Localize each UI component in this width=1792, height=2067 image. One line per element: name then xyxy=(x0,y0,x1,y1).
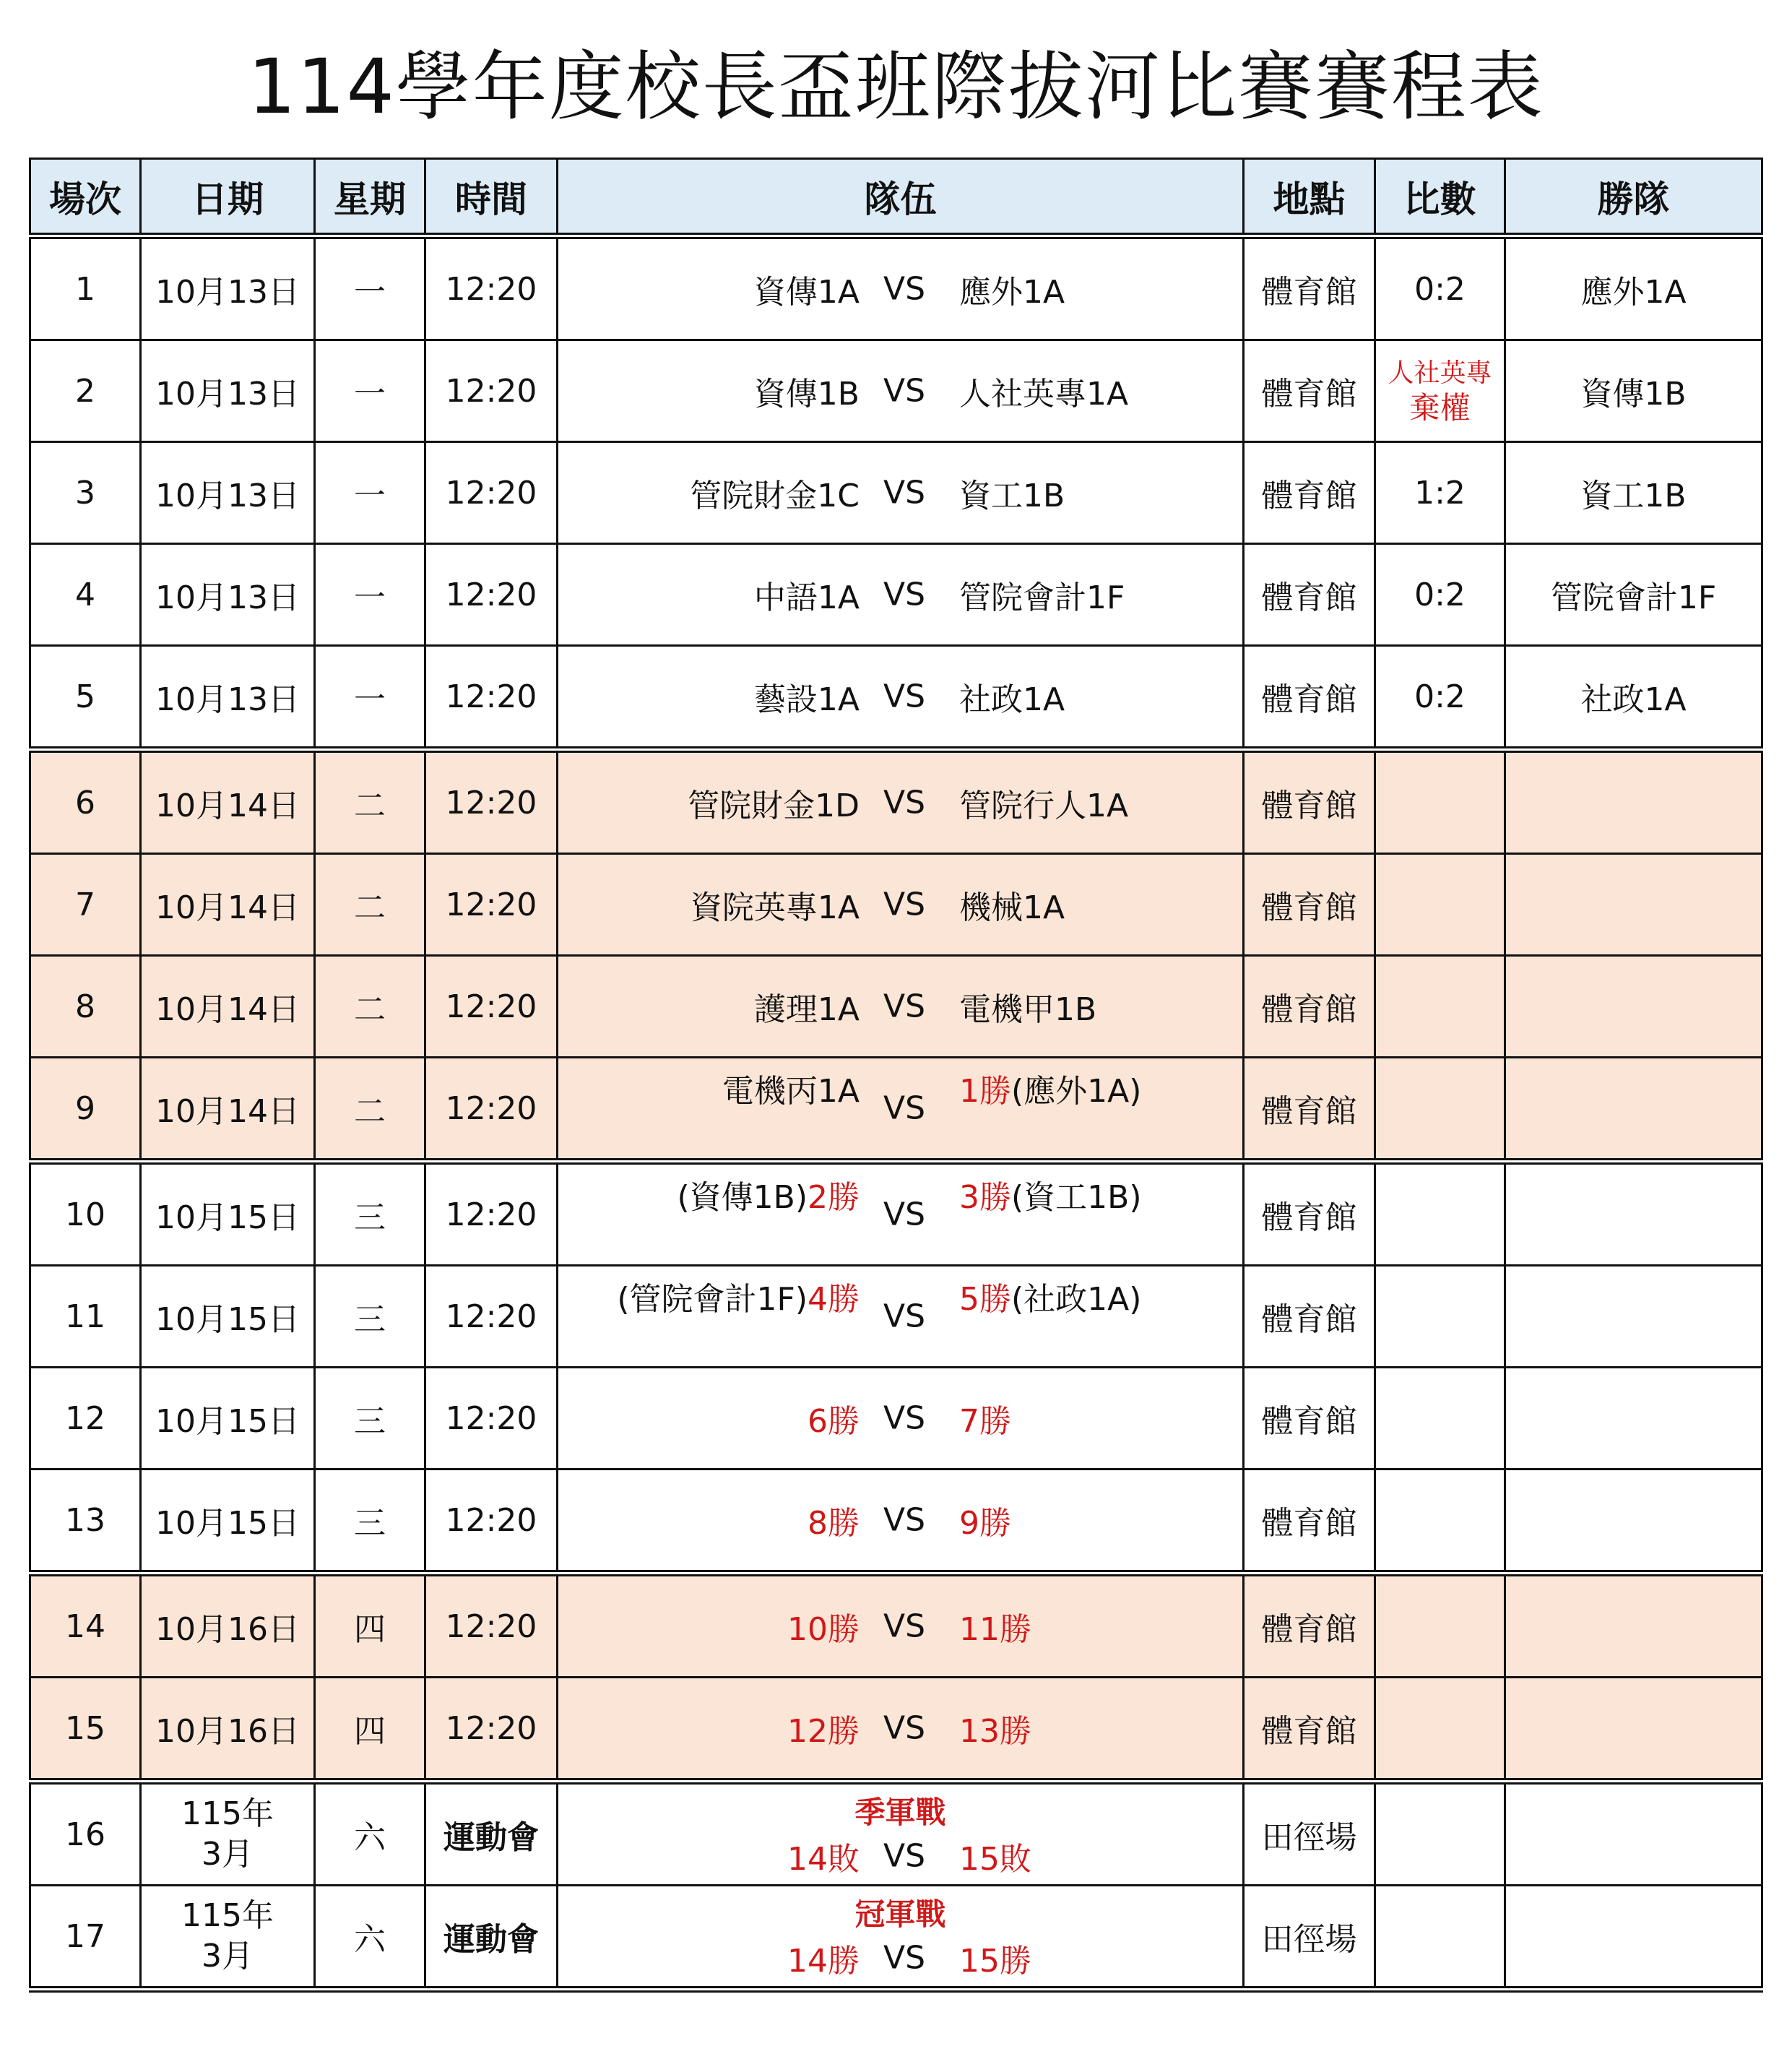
vs-label: VS xyxy=(883,1399,926,1437)
match-weekday: 一 xyxy=(315,236,425,340)
team-right-name: 管院會計1F xyxy=(959,579,1125,616)
team-right-name: 社政1A xyxy=(959,681,1065,718)
match-score xyxy=(1375,1266,1505,1368)
match-teams xyxy=(558,442,1244,544)
team-right xyxy=(959,983,1096,1030)
match-winner: 資傳1B xyxy=(1505,340,1762,442)
match-winner xyxy=(1505,1678,1762,1782)
team-left-name: (管院會計1F) xyxy=(617,1281,808,1319)
match-time: 運動會 xyxy=(425,1886,558,1990)
match-number: 14 xyxy=(30,1574,141,1678)
vs-label: VS xyxy=(883,784,926,821)
match-weekday: 六 xyxy=(315,1886,425,1990)
team-left-name: 護理1A xyxy=(753,991,860,1028)
teams-box xyxy=(558,341,1242,441)
table-row xyxy=(30,442,1762,544)
match-winner xyxy=(1505,956,1762,1058)
col-header-weekday: 星期 xyxy=(315,159,425,236)
team-left xyxy=(754,673,860,720)
table-row xyxy=(30,750,1762,854)
team-right xyxy=(959,1705,1031,1751)
col-header-winner: 勝隊 xyxy=(1505,159,1762,236)
match-time: 12:20 xyxy=(425,1470,558,1574)
match-score xyxy=(1375,750,1505,854)
team-right-name: (資工1B) xyxy=(1011,1179,1142,1217)
match-teams xyxy=(558,854,1244,956)
match-teams xyxy=(558,646,1244,750)
team-right xyxy=(959,1603,1031,1649)
teams-box xyxy=(558,239,1242,339)
match-venue: 體育館 xyxy=(1244,1266,1375,1368)
team-right-name: 應外1A xyxy=(959,274,1065,311)
match-number: 7 xyxy=(30,854,141,956)
team-left-seed: 2勝 xyxy=(808,1179,860,1217)
match-number: 15 xyxy=(30,1678,141,1782)
match-winner: 管院會計1F xyxy=(1505,544,1762,646)
teams-box xyxy=(558,1470,1242,1570)
match-time: 12:20 xyxy=(425,544,558,646)
vs-label: VS xyxy=(883,886,926,923)
team-left xyxy=(690,470,860,516)
match-date: 10月16日 xyxy=(141,1574,315,1678)
table-row xyxy=(30,1470,1762,1574)
teams-box xyxy=(558,1266,1242,1366)
match-venue: 體育館 xyxy=(1244,1678,1375,1782)
team-right-seed: 11勝 xyxy=(959,1611,1031,1648)
match-weekday: 二 xyxy=(315,750,425,854)
team-right xyxy=(959,266,1065,312)
match-teams xyxy=(558,544,1244,646)
teams-box xyxy=(558,1886,1242,1986)
match-date: 10月14日 xyxy=(141,854,315,956)
match-score xyxy=(1375,340,1505,442)
match-venue: 體育館 xyxy=(1244,1162,1375,1266)
teams-box xyxy=(558,855,1242,954)
vs-label: VS xyxy=(883,1709,926,1747)
teams-box xyxy=(558,1678,1242,1778)
match-number: 2 xyxy=(30,340,141,442)
match-teams xyxy=(558,1574,1244,1678)
match-weekday: 一 xyxy=(315,340,425,442)
match-time: 12:20 xyxy=(425,854,558,956)
match-number: 9 xyxy=(30,1058,141,1162)
match-weekday: 三 xyxy=(315,1368,425,1470)
match-number: 4 xyxy=(30,544,141,646)
vs-label: VS xyxy=(883,372,926,410)
match-venue: 體育館 xyxy=(1244,1058,1375,1162)
match-winner xyxy=(1505,1058,1762,1162)
match-winner: 資工1B xyxy=(1505,442,1762,544)
match-date: 10月15日 xyxy=(141,1470,315,1574)
team-right-name: 機械1A xyxy=(959,889,1065,926)
match-number: 3 xyxy=(30,442,141,544)
match-date xyxy=(141,1886,315,1990)
match-time: 12:20 xyxy=(425,442,558,544)
match-date: 10月14日 xyxy=(141,1058,315,1162)
match-date-month: 3月 xyxy=(202,1836,254,1873)
team-right-name: (應外1A) xyxy=(1011,1073,1142,1110)
match-time: 12:20 xyxy=(425,1266,558,1368)
team-left xyxy=(754,571,860,618)
match-date: 10月14日 xyxy=(141,956,315,1058)
match-teams xyxy=(558,1162,1244,1266)
match-weekday: 三 xyxy=(315,1470,425,1574)
table-row xyxy=(30,1368,1762,1470)
team-left xyxy=(722,1065,860,1111)
team-left-seed: 14勝 xyxy=(787,1943,860,1980)
team-right xyxy=(959,673,1065,720)
match-date: 10月14日 xyxy=(141,750,315,854)
teams-box xyxy=(558,753,1242,853)
match-score xyxy=(1375,1782,1505,1886)
teams-box xyxy=(558,443,1242,543)
table-row xyxy=(30,1266,1762,1368)
match-number: 1 xyxy=(30,236,141,340)
team-right-name: (社政1A) xyxy=(1011,1281,1142,1319)
match-date: 10月15日 xyxy=(141,1162,315,1266)
match-date: 10月16日 xyxy=(141,1678,315,1782)
vs-label: VS xyxy=(883,270,926,308)
forfeit-team: 人社英專 xyxy=(1388,358,1492,388)
match-date: 10月15日 xyxy=(141,1266,315,1368)
team-left xyxy=(787,1603,860,1649)
match-number: 8 xyxy=(30,956,141,1058)
match-score: 1:2 xyxy=(1375,442,1505,544)
team-right-seed: 5勝 xyxy=(959,1281,1011,1319)
match-teams xyxy=(558,1266,1244,1368)
match-number: 17 xyxy=(30,1886,141,1990)
match-weekday: 四 xyxy=(315,1574,425,1678)
match-teams xyxy=(558,956,1244,1058)
match-score xyxy=(1375,1678,1505,1782)
team-right-seed: 7勝 xyxy=(959,1403,1011,1440)
match-weekday: 二 xyxy=(315,1058,425,1162)
match-venue: 體育館 xyxy=(1244,544,1375,646)
match-number: 5 xyxy=(30,646,141,750)
col-header-teams: 隊伍 xyxy=(558,159,1244,236)
vs-label: VS xyxy=(883,1089,926,1127)
team-left-seed: 6勝 xyxy=(808,1403,860,1440)
forfeit-note xyxy=(1376,356,1504,426)
vs-label: VS xyxy=(883,1501,926,1539)
match-date: 10月13日 xyxy=(141,236,315,340)
teams-box xyxy=(558,1785,1242,1884)
team-left-name: 資傳1B xyxy=(753,376,860,413)
match-date-year: 115年 xyxy=(181,1897,274,1934)
match-score: 0:2 xyxy=(1375,236,1505,340)
match-venue: 體育館 xyxy=(1244,236,1375,340)
match-date: 10月13日 xyxy=(141,544,315,646)
match-time: 運動會 xyxy=(425,1782,558,1886)
team-right xyxy=(959,780,1128,826)
match-weekday: 四 xyxy=(315,1678,425,1782)
match-venue: 體育館 xyxy=(1244,1470,1375,1574)
teams-box xyxy=(558,1058,1242,1158)
match-time: 12:20 xyxy=(425,340,558,442)
team-left-name: 資院英專1A xyxy=(690,889,860,926)
teams-box xyxy=(558,957,1242,1056)
match-teams xyxy=(558,750,1244,854)
match-teams xyxy=(558,1782,1244,1886)
match-winner xyxy=(1505,1886,1762,1990)
match-weekday: 一 xyxy=(315,646,425,750)
vs-label: VS xyxy=(883,1608,926,1645)
col-header-venue: 地點 xyxy=(1244,159,1375,236)
match-score xyxy=(1375,1368,1505,1470)
vs-label: VS xyxy=(883,576,926,613)
table-row xyxy=(30,544,1762,646)
match-venue: 體育館 xyxy=(1244,1368,1375,1470)
vs-label: VS xyxy=(883,1298,926,1335)
team-right-seed: 15敗 xyxy=(959,1841,1031,1878)
match-score xyxy=(1375,1574,1505,1678)
match-weekday: 二 xyxy=(315,854,425,956)
vs-label: VS xyxy=(883,1196,926,1233)
match-winner xyxy=(1505,1162,1762,1266)
team-right xyxy=(959,368,1128,414)
team-left-name: 電機丙1A xyxy=(722,1073,860,1110)
teams-box xyxy=(558,1368,1242,1468)
match-winner xyxy=(1505,1266,1762,1368)
match-date-year: 115年 xyxy=(181,1795,274,1832)
team-left xyxy=(754,983,860,1030)
match-weekday: 三 xyxy=(315,1266,425,1368)
team-left xyxy=(688,780,860,826)
table-row xyxy=(30,956,1762,1058)
match-winner: 應外1A xyxy=(1505,236,1762,340)
team-right-seed: 15勝 xyxy=(959,1943,1031,1980)
match-weekday: 一 xyxy=(315,442,425,544)
team-right xyxy=(959,571,1125,618)
match-venue: 體育館 xyxy=(1244,750,1375,854)
match-time: 12:20 xyxy=(425,1162,558,1266)
team-left-name: 管院財金1D xyxy=(688,787,860,824)
match-teams xyxy=(558,1470,1244,1574)
match-weekday: 六 xyxy=(315,1782,425,1886)
team-left xyxy=(754,266,860,312)
team-right-seed: 1勝 xyxy=(959,1073,1011,1110)
team-left xyxy=(787,1705,860,1751)
match-score xyxy=(1375,1886,1505,1990)
forfeit-label: 棄權 xyxy=(1409,390,1471,426)
match-score xyxy=(1375,1058,1505,1162)
match-teams xyxy=(558,1678,1244,1782)
match-time: 12:20 xyxy=(425,236,558,340)
match-date: 10月13日 xyxy=(141,442,315,544)
team-right xyxy=(959,1395,1011,1441)
table-row xyxy=(30,1886,1762,1990)
table-row xyxy=(30,340,1762,442)
table-row xyxy=(30,854,1762,956)
table-row xyxy=(30,646,1762,750)
match-score: 0:2 xyxy=(1375,646,1505,750)
team-left-name: 藝設1A xyxy=(753,681,860,718)
col-header-date: 日期 xyxy=(141,159,315,236)
match-weekday: 三 xyxy=(315,1162,425,1266)
round-label: 冠軍戰 xyxy=(854,1896,946,1932)
vs-label: VS xyxy=(883,678,926,715)
team-left-seed: 14敗 xyxy=(787,1841,860,1878)
team-left-name: 中語1A xyxy=(753,579,860,616)
match-venue: 體育館 xyxy=(1244,340,1375,442)
table-row xyxy=(30,1162,1762,1266)
match-time: 12:20 xyxy=(425,646,558,750)
match-venue: 田徑場 xyxy=(1244,1782,1375,1886)
match-number: 12 xyxy=(30,1368,141,1470)
match-score: 0:2 xyxy=(1375,544,1505,646)
team-right xyxy=(959,1273,1141,1319)
team-right-seed: 3勝 xyxy=(959,1179,1011,1217)
match-date: 10月13日 xyxy=(141,340,315,442)
header-row xyxy=(30,159,1762,236)
team-left-name: 資傳1A xyxy=(753,274,860,311)
match-venue: 體育館 xyxy=(1244,956,1375,1058)
teams-box xyxy=(558,647,1242,746)
match-venue: 體育館 xyxy=(1244,854,1375,956)
match-date: 10月15日 xyxy=(141,1368,315,1470)
match-score xyxy=(1375,956,1505,1058)
match-time: 12:20 xyxy=(425,1368,558,1470)
team-right xyxy=(959,1171,1142,1217)
match-venue: 體育館 xyxy=(1244,1574,1375,1678)
match-weekday: 二 xyxy=(315,956,425,1058)
team-right-seed: 13勝 xyxy=(959,1713,1031,1750)
team-right xyxy=(959,1497,1011,1543)
teams-box xyxy=(558,545,1242,644)
vs-label: VS xyxy=(883,474,926,512)
team-left-seed: 10勝 xyxy=(787,1611,860,1648)
match-date-month: 3月 xyxy=(202,1938,254,1975)
table-row xyxy=(30,1574,1762,1678)
match-time: 12:20 xyxy=(425,1574,558,1678)
match-teams xyxy=(558,1058,1244,1162)
table-row xyxy=(30,1782,1762,1886)
schedule-table xyxy=(29,157,1763,1993)
team-right xyxy=(959,470,1065,516)
team-right-name: 人社英專1A xyxy=(959,376,1129,413)
round-label: 季軍戰 xyxy=(854,1795,946,1830)
vs-label: VS xyxy=(883,988,926,1025)
match-score xyxy=(1375,1470,1505,1574)
vs-label: VS xyxy=(883,1939,926,1977)
match-winner xyxy=(1505,750,1762,854)
match-venue: 體育館 xyxy=(1244,646,1375,750)
match-winner xyxy=(1505,1470,1762,1574)
team-right-name: 管院行人1A xyxy=(959,787,1129,824)
match-winner xyxy=(1505,854,1762,956)
table-row xyxy=(30,1058,1762,1162)
team-left-seed: 12勝 xyxy=(787,1713,860,1750)
team-right xyxy=(959,881,1065,928)
match-number: 10 xyxy=(30,1162,141,1266)
match-time: 12:20 xyxy=(425,1678,558,1782)
col-header-time: 時間 xyxy=(425,159,558,236)
teams-box xyxy=(558,1576,1242,1676)
table-row xyxy=(30,1678,1762,1782)
match-number: 13 xyxy=(30,1470,141,1574)
col-header-match: 場次 xyxy=(30,159,141,236)
table-row xyxy=(30,236,1762,340)
match-time: 12:20 xyxy=(425,956,558,1058)
col-header-score: 比數 xyxy=(1375,159,1505,236)
team-right-seed: 9勝 xyxy=(959,1505,1011,1542)
team-left xyxy=(754,368,860,414)
team-left xyxy=(677,1171,860,1217)
vs-label: VS xyxy=(883,1837,926,1875)
match-teams xyxy=(558,1368,1244,1470)
match-number: 6 xyxy=(30,750,141,854)
match-weekday: 一 xyxy=(315,544,425,646)
match-time: 12:20 xyxy=(425,750,558,854)
match-teams xyxy=(558,1886,1244,1990)
team-left-seed: 8勝 xyxy=(808,1505,860,1542)
team-left-name: 管院財金1C xyxy=(690,478,860,514)
match-venue: 體育館 xyxy=(1244,442,1375,544)
match-score xyxy=(1375,1162,1505,1266)
match-winner xyxy=(1505,1368,1762,1470)
team-right xyxy=(959,1065,1141,1111)
match-winner xyxy=(1505,1782,1762,1886)
match-date: 10月13日 xyxy=(141,646,315,750)
team-left-seed: 4勝 xyxy=(808,1281,860,1319)
team-left xyxy=(691,881,860,928)
team-left xyxy=(808,1395,860,1441)
page-title: 114學年度校長盃班際拔河比賽賽程表 xyxy=(248,43,1544,131)
team-right-name: 資工1B xyxy=(959,478,1065,514)
match-date xyxy=(141,1782,315,1886)
match-venue: 田徑場 xyxy=(1244,1886,1375,1990)
match-number: 11 xyxy=(30,1266,141,1368)
match-score xyxy=(1375,854,1505,956)
match-number: 16 xyxy=(30,1782,141,1886)
match-winner: 社政1A xyxy=(1505,646,1762,750)
team-left xyxy=(808,1497,860,1543)
team-left xyxy=(617,1273,860,1319)
match-teams xyxy=(558,236,1244,340)
match-teams xyxy=(558,340,1244,442)
team-right-name: 電機甲1B xyxy=(959,991,1097,1028)
team-left-name: (資傳1B) xyxy=(677,1179,808,1217)
match-winner xyxy=(1505,1574,1762,1678)
teams-box xyxy=(558,1165,1242,1264)
match-time: 12:20 xyxy=(425,1058,558,1162)
